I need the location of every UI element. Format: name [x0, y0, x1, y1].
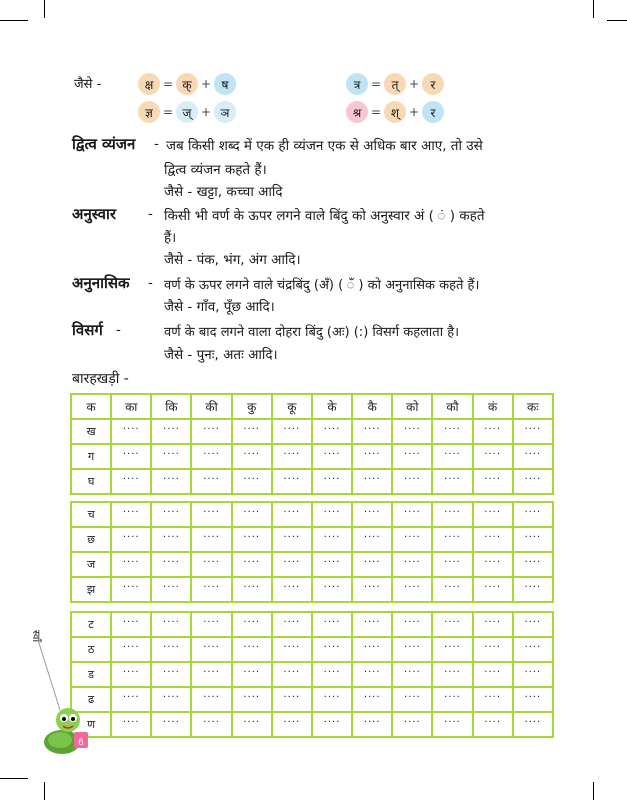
blank-cell[interactable]: ....	[514, 663, 552, 686]
header-cell: की	[192, 395, 230, 418]
header-cell: कौ	[433, 395, 471, 418]
header-cell: कु	[233, 395, 271, 418]
blank-cell[interactable]: ....	[112, 553, 150, 576]
blank-cell[interactable]: ....	[433, 470, 471, 493]
blank-cell[interactable]: ....	[353, 470, 391, 493]
table-row	[72, 470, 552, 493]
blank-cell[interactable]: ....	[433, 613, 471, 636]
blank-cell[interactable]: ....	[192, 713, 230, 736]
blank-cell[interactable]: ....	[313, 553, 351, 576]
anusvar-dash: -	[148, 206, 153, 222]
blank-cell[interactable]: ....	[474, 578, 512, 601]
header-cell: को	[393, 395, 431, 418]
row-label: ण	[72, 713, 110, 736]
blank-cell[interactable]: ....	[112, 578, 150, 601]
letter-circle: त्र	[346, 73, 368, 95]
letter-circle: र	[422, 73, 444, 95]
equals-sign: =	[162, 105, 174, 119]
blank-cell[interactable]: ....	[393, 420, 431, 443]
blank-cell[interactable]: ....	[112, 420, 150, 443]
blank-cell[interactable]: ....	[514, 503, 552, 526]
blank-cell[interactable]: ....	[393, 445, 431, 468]
plus-sign: +	[200, 77, 212, 91]
blank-cell[interactable]: ....	[112, 528, 150, 551]
plus-sign: +	[408, 77, 420, 91]
letter-circle: श्र	[346, 101, 368, 123]
blank-cell[interactable]: ....	[433, 445, 471, 468]
header-cell: कः	[514, 395, 552, 418]
example-shra	[346, 101, 444, 123]
row-label: छ	[72, 528, 110, 551]
blank-cell[interactable]: ....	[152, 470, 190, 493]
blank-cell[interactable]: ....	[433, 713, 471, 736]
blank-cell[interactable]: ....	[514, 470, 552, 493]
blank-cell[interactable]: ....	[192, 553, 230, 576]
term-anunasik: अनुनासिक	[72, 274, 130, 292]
header-cell: क	[72, 395, 110, 418]
blank-cell[interactable]: ....	[474, 663, 512, 686]
blank-cell[interactable]: ....	[514, 445, 552, 468]
blank-cell[interactable]: ....	[273, 503, 311, 526]
blank-cell[interactable]: ....	[393, 688, 431, 711]
blank-cell[interactable]: ....	[474, 503, 512, 526]
blank-cell[interactable]: ....	[353, 578, 391, 601]
anunasik-line-1: वर्ण के ऊपर लगने वाले चंद्रबिंदु (अँ) ( ँ ) को अनुनासिक कहते हैं।	[164, 278, 480, 293]
blank-cell[interactable]: ....	[313, 503, 351, 526]
blank-cell[interactable]: ....	[393, 528, 431, 551]
row-label: ख	[72, 420, 110, 443]
blank-cell[interactable]: ....	[353, 613, 391, 636]
anunasik-dash: -	[148, 275, 153, 291]
blank-cell[interactable]: ....	[152, 688, 190, 711]
crop-mark	[0, 20, 28, 21]
blank-cell[interactable]: ....	[152, 528, 190, 551]
term-anusvar: अनुस्वार	[72, 205, 116, 223]
blank-cell[interactable]: ....	[393, 638, 431, 661]
blank-cell[interactable]: ....	[273, 445, 311, 468]
blank-cell[interactable]: ....	[233, 445, 271, 468]
blank-cell[interactable]: ....	[192, 613, 230, 636]
example-gya	[138, 101, 236, 123]
header-row	[72, 395, 552, 418]
table-row	[72, 638, 552, 661]
blank-cell[interactable]: ....	[273, 713, 311, 736]
blank-cell[interactable]: ....	[233, 470, 271, 493]
blank-cell[interactable]: ....	[474, 613, 512, 636]
row-label: ठ	[72, 638, 110, 661]
blank-cell[interactable]: ....	[313, 578, 351, 601]
dvitva-line-2: द्वित्व व्यंजन कहते हैं।	[164, 162, 267, 178]
row-label: झ	[72, 578, 110, 601]
blank-cell[interactable]: ....	[474, 688, 512, 711]
equals-sign: =	[162, 77, 174, 91]
visarg-line-2: जैसे - पुनः, अतः आदि।	[164, 347, 278, 363]
blank-cell[interactable]: ....	[353, 553, 391, 576]
letter-circle: क्ष	[138, 73, 160, 95]
table-row	[72, 663, 552, 686]
term-dvitva: द्वित्व व्यंजन	[72, 135, 136, 153]
blank-cell[interactable]: ....	[313, 470, 351, 493]
header-cell: के	[313, 395, 351, 418]
blank-cell[interactable]: ....	[393, 503, 431, 526]
blank-cell[interactable]: ....	[514, 578, 552, 601]
blank-cell[interactable]: ....	[474, 713, 512, 736]
row-label: ग	[72, 445, 110, 468]
table-row	[72, 613, 552, 636]
blank-cell[interactable]: ....	[233, 688, 271, 711]
anusvar-line-3: जैसे - पंक, भंग, अंग आदि।	[164, 252, 301, 268]
example-ksha	[138, 73, 236, 95]
blank-cell[interactable]: ....	[514, 553, 552, 576]
table-row	[72, 528, 552, 551]
blank-cell[interactable]: ....	[353, 528, 391, 551]
visarg-line-1: वर्ण के बाद लगने वाला दोहरा बिंदु (अः) (:) विसर्ग कहलाता है।	[164, 325, 460, 340]
blank-cell[interactable]: ....	[112, 503, 150, 526]
barahkhadi-title: बारहखड़ी -	[72, 371, 129, 387]
page-number: 6	[78, 738, 84, 748]
header-cell: कं	[474, 395, 512, 418]
plus-sign: +	[408, 105, 420, 119]
header-cell: कि	[152, 395, 190, 418]
blank-cell[interactable]: ....	[353, 503, 391, 526]
blank-cell[interactable]: ....	[192, 420, 230, 443]
visarg-dash: -	[116, 322, 121, 338]
blank-cell[interactable]: ....	[474, 445, 512, 468]
equals-sign: =	[370, 105, 382, 119]
row-label: च	[72, 503, 110, 526]
equals-sign: =	[370, 77, 382, 91]
blank-cell[interactable]: ....	[433, 553, 471, 576]
blank-cell[interactable]: ....	[353, 663, 391, 686]
blank-cell[interactable]: ....	[233, 663, 271, 686]
blank-cell[interactable]: ....	[353, 638, 391, 661]
blank-cell[interactable]: ....	[192, 638, 230, 661]
blank-cell[interactable]: ....	[313, 638, 351, 661]
blank-cell[interactable]: ....	[192, 663, 230, 686]
blank-cell[interactable]: ....	[313, 420, 351, 443]
blank-cell[interactable]: ....	[433, 578, 471, 601]
blank-cell[interactable]: ....	[393, 713, 431, 736]
blank-cell[interactable]: ....	[313, 663, 351, 686]
blank-cell[interactable]: ....	[514, 528, 552, 551]
blank-cell[interactable]: ....	[313, 713, 351, 736]
blank-cell[interactable]: ....	[233, 578, 271, 601]
blank-cell[interactable]: ....	[152, 713, 190, 736]
blank-cell[interactable]: ....	[273, 663, 311, 686]
plus-sign: +	[200, 105, 212, 119]
blank-cell[interactable]: ....	[273, 578, 311, 601]
row-label: ट	[72, 613, 110, 636]
blank-cell[interactable]: ....	[152, 503, 190, 526]
table-row	[72, 420, 552, 443]
table-row	[72, 578, 552, 601]
barahkhadi-table-1	[70, 393, 554, 495]
crop-mark	[607, 20, 627, 21]
term-visarg: विसर्ग	[72, 321, 103, 339]
blank-cell[interactable]: ....	[433, 528, 471, 551]
blank-cell[interactable]: ....	[152, 420, 190, 443]
blank-cell[interactable]: ....	[233, 713, 271, 736]
blank-cell[interactable]: ....	[433, 420, 471, 443]
blank-cell[interactable]: ....	[273, 613, 311, 636]
barahkhadi-table-3	[70, 611, 554, 738]
blank-cell[interactable]: ....	[233, 638, 271, 661]
letter-circle: ञ	[214, 101, 236, 123]
anunasik-line-2: जैसे - गाँव, पूँछ आदि।	[164, 299, 275, 315]
examples-label: जैसे -	[74, 77, 102, 92]
blank-cell[interactable]: ....	[152, 613, 190, 636]
blank-cell[interactable]: ....	[112, 445, 150, 468]
blank-cell[interactable]: ....	[433, 638, 471, 661]
crop-mark	[0, 778, 28, 779]
blank-cell[interactable]: ....	[112, 688, 150, 711]
blank-cell[interactable]: ....	[112, 663, 150, 686]
dvitva-line-1: जब किसी शब्द में एक ही व्यंजन एक से अधिक बार आए, तो उसे	[166, 138, 483, 154]
blank-cell[interactable]: ....	[313, 613, 351, 636]
blank-cell[interactable]: ....	[353, 688, 391, 711]
blank-cell[interactable]: ....	[112, 470, 150, 493]
blank-cell[interactable]: ....	[192, 578, 230, 601]
blank-cell[interactable]: ....	[474, 528, 512, 551]
blank-cell[interactable]: ....	[474, 638, 512, 661]
header-cell: का	[112, 395, 150, 418]
blank-cell[interactable]: ....	[433, 503, 471, 526]
blank-cell[interactable]: ....	[192, 503, 230, 526]
blank-cell[interactable]: ....	[393, 663, 431, 686]
letter-circle: श्	[384, 101, 406, 123]
blank-cell[interactable]: ....	[233, 420, 271, 443]
blank-cell[interactable]: ....	[353, 713, 391, 736]
blank-cell[interactable]: ....	[233, 503, 271, 526]
row-label: ड	[72, 663, 110, 686]
blank-cell[interactable]: ....	[393, 578, 431, 601]
anusvar-line-1: किसी भी वर्ण के ऊपर लगने वाले बिंदु को अनुस्वार अं ( ं ) कहते	[164, 208, 485, 224]
header-cell: कै	[353, 395, 391, 418]
crop-mark	[44, 782, 45, 800]
crop-mark	[44, 0, 45, 18]
blank-cell[interactable]: ....	[514, 713, 552, 736]
blank-cell[interactable]: ....	[233, 613, 271, 636]
blank-cell[interactable]: ....	[474, 553, 512, 576]
row-label: घ	[72, 470, 110, 493]
blank-cell[interactable]: ....	[313, 528, 351, 551]
blank-cell[interactable]: ....	[152, 663, 190, 686]
blank-cell[interactable]: ....	[273, 528, 311, 551]
row-label: ज	[72, 553, 110, 576]
blank-cell[interactable]: ....	[393, 613, 431, 636]
blank-cell[interactable]: ....	[152, 578, 190, 601]
crop-mark	[593, 0, 594, 18]
blank-cell[interactable]: ....	[514, 638, 552, 661]
blank-cell[interactable]: ....	[233, 553, 271, 576]
blank-cell[interactable]: ....	[474, 420, 512, 443]
blank-cell[interactable]: ....	[273, 470, 311, 493]
blank-cell[interactable]: ....	[152, 638, 190, 661]
blank-cell[interactable]: ....	[112, 638, 150, 661]
blank-cell[interactable]: ....	[393, 470, 431, 493]
crop-mark	[593, 782, 594, 800]
table-row	[72, 688, 552, 711]
letter-circle: र	[422, 101, 444, 123]
blank-cell[interactable]: ....	[433, 688, 471, 711]
letter-circle: ज्ञ	[138, 101, 160, 123]
example-tra	[346, 73, 444, 95]
blank-cell[interactable]: ....	[433, 663, 471, 686]
barahkhadi-table-2	[70, 501, 554, 603]
blank-cell[interactable]: ....	[514, 420, 552, 443]
blank-cell[interactable]: ....	[273, 420, 311, 443]
blank-cell[interactable]: ....	[233, 528, 271, 551]
blank-cell[interactable]: ....	[152, 553, 190, 576]
blank-cell[interactable]: ....	[273, 688, 311, 711]
blank-cell[interactable]: ....	[192, 445, 230, 468]
blank-cell[interactable]: ....	[273, 638, 311, 661]
blank-cell[interactable]: ....	[514, 688, 552, 711]
blank-cell[interactable]: ....	[192, 470, 230, 493]
anusvar-line-2: हैं।	[164, 230, 177, 246]
blank-cell[interactable]: ....	[152, 445, 190, 468]
blank-cell[interactable]: ....	[353, 420, 391, 443]
blank-cell[interactable]: ....	[112, 713, 150, 736]
letter-circle: ज्	[176, 101, 198, 123]
letter-circle: त्	[384, 73, 406, 95]
blank-cell[interactable]: ....	[353, 445, 391, 468]
table-row	[72, 503, 552, 526]
blank-cell[interactable]: ....	[112, 613, 150, 636]
blank-cell[interactable]: ....	[192, 688, 230, 711]
letter-circle: क्	[176, 73, 198, 95]
blank-cell[interactable]: ....	[313, 688, 351, 711]
dvitva-line-3: जैसे - खट्टा, कच्चा आदि	[164, 184, 283, 200]
blank-cell[interactable]: ....	[514, 613, 552, 636]
letter-circle: ष	[214, 73, 236, 95]
header-cell: कू	[273, 395, 311, 418]
table-row	[72, 553, 552, 576]
table-row	[72, 713, 552, 736]
mascot-label: स्वाँ	[30, 630, 41, 643]
blank-cell[interactable]: ....	[273, 553, 311, 576]
blank-cell[interactable]: ....	[474, 470, 512, 493]
blank-cell[interactable]: ....	[313, 445, 351, 468]
table-row	[72, 445, 552, 468]
blank-cell[interactable]: ....	[192, 528, 230, 551]
dvitva-dash: -	[154, 136, 159, 152]
blank-cell[interactable]: ....	[393, 553, 431, 576]
row-label: ढ	[72, 688, 110, 711]
